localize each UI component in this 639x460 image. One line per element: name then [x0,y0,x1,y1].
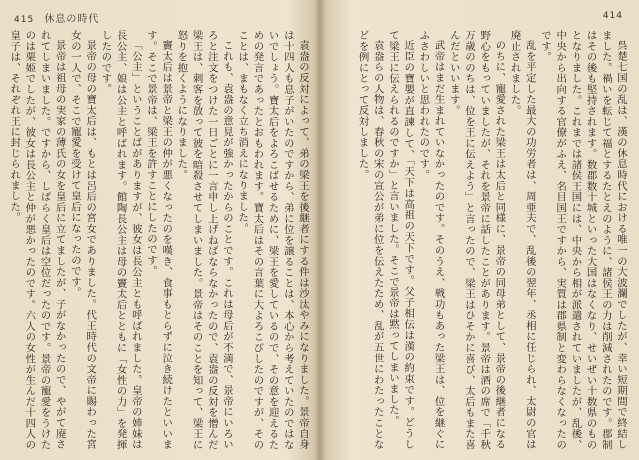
right-paragraph: のちに、寵愛された梁王は太后と同様に、景帝の同母弟として、景帝の後継者になる野心をもっていましたが、それを景帝に話したことがあります。景帝は酒の席で「千秋万歳ののちは、位を王に伝えよう」と言ったので、梁王はひそかに喜び、太后もまた喜んだといいます。 [447,30,506,450]
left-paragraph: 竇太后は景帝と梁王の仲が悪くなったのを嘆き、食事もとらずに泣き続けたといいます。そこで景帝は、梁王を許すことにしたのです。 [144,30,173,450]
right-running-head [603,10,623,21]
left-paragraph: 袁盎の反対によって、弟の梁王を後継者にする件は沙汰やみになりました。景帝自身は十四人も息子がいたのですから、弟に位を譲ることは、本心から考えていたのではないでしょう。寶太后をよろこばせるために、梁王を愛しているので、その意を迎えるための発言であったとおもわれます。寶太后はその言葉に大よろこびしたのですが、そのことは、まもなく立ち消えになりました。 [236,30,309,450]
right-paragraph: 近臣の寶嬰が直諫して、「天下は高祖の天下です。父子相伝は漢の約束です。どうして梁王に伝えられるのですか」と言いました。そこで景帝は黙ってしまいました。 [386,30,415,450]
left-paragraph: 景帝の母の寶太后は、もとは呂后の宮女でありました。代王時代の文帝に賜わった宮女の一人で、そこで寵愛を受けて皇后になったのです。 [68,30,97,450]
right-paragraph: 乱を平定した最大の功労者は、周亜夫で、乱後の翌年、丞相に任じられ、太尉の官は廃止されました。 [508,30,536,450]
right-page-number: 414 [602,11,623,21]
left-page-number: 415 [14,15,35,25]
left-paragraph: 「公主」ということばがありますが、彼女は長公主とも呼ばれました。皇帝の姉妹は長公主、娘は公主と呼ばれます。館陶長公主は母の竇太后とともに「女性の力」を発揮したのです。 [99,30,142,450]
left-paragraph: 景帝は祖母の実家の薄氏の女を皇后に立てましたが、子がなかったので、やがて廃されてしまいました。ですから、しばらく皇后は空位だったのです。景帝の寵愛をうけたのは栗姫でしたが、彼女は長公主と仲が悪かったのです。六人の女性が生んだ十四人の皇子は、それぞれ王に封じられました。 [8,30,66,450]
left-page [0,0,319,460]
right-paragraph: 呉楚七国の乱は、漢の休息時代における唯一の大波瀾でしたが、幸い短期間で終結しました。禍いを転じて福とするたとえのように、諸侯王の力は削減されたのです。郡制はその後も堅持されます。数郡数十城といった大国はなくなり、せいぜい十数県のものとなりました。これまでは諸侯王国には、中央から相が派遣されていましたが、乱後、中央から出向する官僚がふえ、名目国王ですから、実質は郡県制と変わらなくなったのです。 [538,30,627,450]
left-running-head [14,10,99,25]
right-page [320,0,639,460]
right-paragraph: 袁盎らの人物は、春秋の宋の宣公が弟に位を伝えたため、乱が五世にわたったことなどを例にとって反対しました。 [356,30,384,450]
left-body-text [8,30,310,450]
right-body-text [332,30,628,450]
left-paragraph: これも、袁盎の意見が強かったからのことです。これは母后が不満で、景帝にいろいろと注文をつけた一日ごとに一言申し上げねばならなかったので、袁盎の反対を憎んだ梁王は、刺客を放って彼を暗殺させてしまいました。景帝はそのことを知って、梁王に怒りを抱くようになりました。 [175,30,233,450]
left-running-title: 休息の時代 [44,14,100,25]
right-paragraph: 武帝はまだ生まれていなかったのです。そのうえ、戦功もあった梁王は、位を継ぐにふさわしいと思われたのです。 [417,30,445,450]
